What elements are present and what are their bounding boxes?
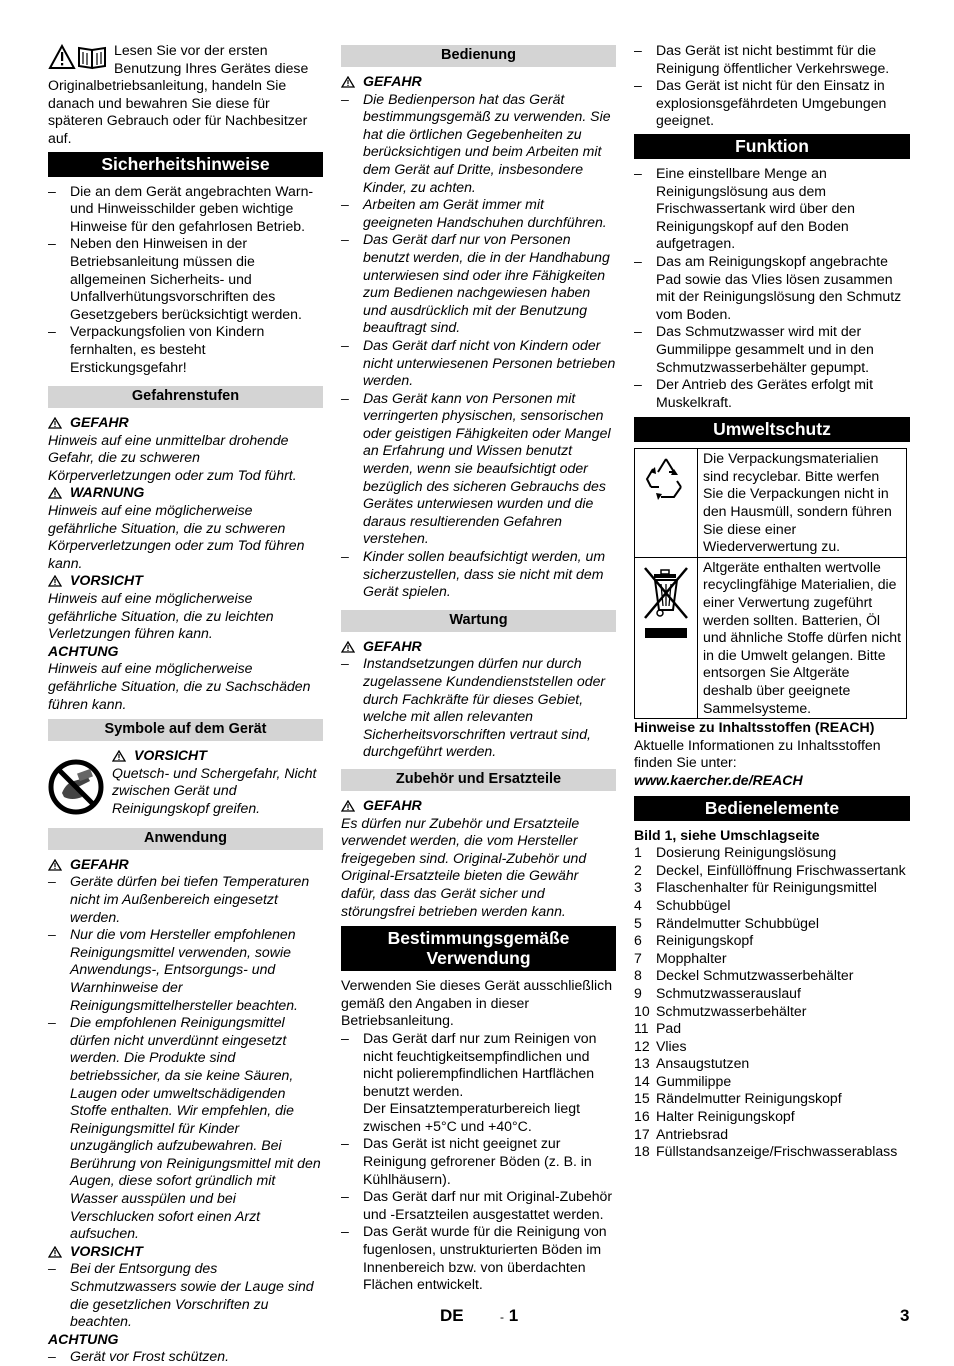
gefahr-signal: [341, 797, 616, 815]
list-item: 6 Reinigungskopf: [634, 932, 754, 949]
list-item: 5 Rändelmutter Schubbügel: [634, 914, 819, 931]
list-item: 18 Füllstandsanzeige/Frischwasserablass: [634, 1143, 898, 1160]
list-item: – Die an dem Gerät angebrachten Warn- und Hinweisschilder geben wichtige Hinweise für den gefahrlosen Betrieb.: [48, 183, 323, 236]
warning-triangle-icon: [48, 1246, 62, 1258]
heading-bedienung: Bedienung: [341, 45, 616, 67]
list-item: – Nur die vom Hersteller empfohlenen Reinigungsmittel verwenden, sowie Anwendungs-, Entsorgungs- und Warnhinweise der Reinigungsmittelhersteller beachten.: [48, 926, 323, 1014]
list-item: – Das Gerät wurde für die Reinigung von fugenlosen, unstrukturierten Böden im Innenbereich bzw. von überdachten Flächen entwickelt.: [341, 1223, 616, 1293]
list-item: [341, 1030, 616, 1136]
warnung-signal: [48, 484, 323, 502]
table-row: [635, 557, 907, 718]
no-hand-crush-icon: [48, 759, 104, 815]
reach-link[interactable]: www.kaercher.de/REACH: [634, 771, 803, 788]
list-item: – Die Bedienperson hat das Gerät bestimmungsgemäß zu verwenden. Sie hat die örtlichen Gegebenheiten zu berücksichtigen und beim Arbeiten mit dem Gerät auf Dritte, insbesondere Kinder, zu achten.: [341, 91, 616, 197]
symbol-text: Quetsch- und Schergefahr, Nicht zwischen Gerät und Reinigungskopf greifen.: [112, 764, 317, 816]
footer-local-number: 1: [508, 1306, 519, 1325]
signal-label: VORSICHT: [134, 747, 207, 764]
heading-anwendung: Anwendung: [48, 828, 323, 850]
warning-triangle-icon: [341, 641, 355, 653]
signal-label: GEFAHR: [70, 414, 129, 431]
list-item: – Gerät vor Frost schützen.: [48, 1348, 323, 1366]
zubehoer-text: Es dürfen nur Zubehör und Ersatzteile verwendet werden, die vom Hersteller freigegeben sind. Original-Zubehör und Original-Ersatzteile bieten die Gewähr dafür, dass das Gerät sicher und störungsfrei betrieben werden kann.: [341, 814, 587, 919]
warning-triangle-icon: [48, 859, 62, 871]
list-item: – Arbeiten am Gerät immer mit geeigneten Handschuhen durchführen.: [341, 196, 616, 231]
signal-label: VORSICHT: [70, 1242, 143, 1259]
list-item: 12 Vlies: [634, 1037, 687, 1054]
warning-manual-icon: [48, 44, 110, 70]
heading-bedienelemente: Bedienelemente: [634, 796, 910, 821]
list-item: 9 Schmutzwasserauslauf: [634, 984, 801, 1001]
list-item: 2 Deckel, Einfüllöffnung Frischwassertank: [634, 861, 906, 878]
list-item: – Eine einstellbare Menge an Reinigungslösung aus dem Frischwassertank wird über den Reinigungskopf auf den Boden aufgetragen.: [634, 165, 910, 253]
heading-bestimmungsgemaesse-verwendung: [341, 926, 616, 971]
weee-text: Altgeräte enthalten wertvolle recyclingfähige Materialien, die einer Verwertung zugeführt werden sollten. Batterien, Öl und ähnliche Stoffe dürfen nicht in die Umwelt gelangen. Bitte entsorgen Sie Altgeräte deshalb über geeignete Sammelsysteme.: [698, 557, 907, 718]
vorsicht-text: Hinweis auf eine möglicherweise gefährliche Situation, die zu leichten Verletzungen führen kann.: [48, 590, 274, 642]
list-item: 17 Antriebsrad: [634, 1125, 729, 1142]
list-item: 3 Flaschenhalter für Reinigungsmittel: [634, 879, 877, 896]
page-number: 3: [900, 1306, 910, 1325]
signal-label: GEFAHR: [70, 855, 129, 872]
warning-triangle-icon: [48, 575, 62, 587]
reach-heading: Hinweise zu Inhaltsstoffen (REACH): [634, 719, 875, 736]
column-1: [48, 42, 323, 1366]
warning-triangle-icon: [48, 487, 62, 499]
warning-triangle-icon: [48, 417, 62, 429]
list-item: – Das Schmutzwasser wird mit der Gummilippe gesammelt und in den Schmutzwasserbehälter gepumpt.: [634, 323, 910, 376]
list-item: – Das Gerät ist nicht bestimmt für die Reinigung öffentlicher Verkehrswege.: [634, 42, 910, 77]
environment-table: [634, 448, 907, 719]
gefahr-signal: [48, 414, 323, 432]
gefahr-signal: [341, 73, 616, 91]
vorsicht-signal: [48, 1243, 323, 1261]
heading-funktion: Funktion: [634, 134, 910, 159]
recycling-text: Die Verpackungsmaterialien sind recyclebar. Bitte werfen Sie die Verpackungen nicht in den Hausmüll, sondern führen Sie diese einer Wiederverwertung zu.: [698, 449, 907, 558]
warning-triangle-icon: [341, 76, 355, 88]
symbol-block: [48, 747, 323, 820]
list-item-text: – Das Gerät darf nur zum Reinigen von nicht feuchtigkeitsempfindlichen und nicht polierempfindlichen Hartflächen benutzt werden.: [363, 1029, 597, 1099]
achtung-label: ACHTUNG: [48, 642, 119, 659]
list-item: 13 Ansaugstutzen: [634, 1055, 750, 1072]
bedienelemente-subheading: Bild 1, siehe Umschlagseite: [634, 826, 820, 843]
list-item: 14 Gummilippe: [634, 1072, 732, 1089]
signal-label: GEFAHR: [363, 637, 422, 654]
list-item: – Das Gerät kann von Personen mit verringerten physischen, sensorischen oder geistigen Fähigkeiten oder Mangel an Erfahrung und Wissen benutzt werden, wenn sie beaufsichtigt oder bezüglich des sicheren Gebrauchs des Gerätes unterwiesen wurden und die daraus resultierenden Gefahren verstehen.: [341, 390, 616, 548]
signal-label: GEFAHR: [363, 796, 422, 813]
table-row: [635, 449, 907, 558]
list-item: 10 Schmutzwasserbehälter: [634, 1002, 807, 1019]
footer-local-page: [500, 1307, 518, 1327]
reach-text: Aktuelle Informationen zu Inhaltsstoffen finden Sie unter:: [634, 736, 881, 771]
heading-line: Verwendung: [426, 948, 531, 969]
list-item: – Geräte dürfen bei tiefen Temperaturen nicht im Außenbereich eingesetzt werden.: [48, 873, 323, 926]
signal-label: VORSICHT: [70, 572, 143, 589]
column-2: [341, 42, 616, 1294]
signal-label: WARNUNG: [70, 484, 145, 501]
vorsicht-signal: [48, 572, 323, 590]
bestimmung-intro: Verwenden Sie dieses Gerät ausschließlich gemäß den Angaben in dieser Betriebsanleitung.: [341, 977, 613, 1029]
gefahr-text: Hinweis auf eine unmittelbar drohende Gefahr, die zu schweren Körperverletzungen oder zum Tod führt.: [48, 431, 297, 483]
heading-sicherheitshinweise: Sicherheitshinweise: [48, 152, 323, 177]
list-item: 16 Halter Reinigungskopf: [634, 1108, 795, 1125]
gefahr-signal: [341, 638, 616, 656]
list-item: – Das Gerät ist nicht geeignet zur Reinigung gefrorener Böden (z. B. in Kühlhäusern).: [341, 1135, 616, 1188]
list-item: – Das Gerät darf nur mit Original-Zubehör und -Ersatzteilen ausgestattet werden.: [341, 1188, 616, 1223]
intro-block: [48, 42, 323, 148]
crossed-bin-icon: [639, 562, 693, 646]
signal-label: GEFAHR: [363, 73, 422, 89]
recycling-icon: [641, 453, 691, 503]
vorsicht-signal: [112, 747, 323, 765]
list-item: – Bei der Entsorgung des Schmutzwassers sowie der Lauge sind die gesetzlichen Vorschriften zu beachten.: [48, 1260, 323, 1330]
heading-wartung: Wartung: [341, 610, 616, 632]
list-item: – Instandsetzungen dürfen nur durch zugelassene Kundendienststellen oder durch Fachkräfte für dieses Gebiet, welche mit allen relevanten Sicherheitsvorschriften vertraut sind, durchgeführt werden.: [341, 655, 616, 761]
list-item: 7 Mopphalter: [634, 949, 727, 966]
list-item: 11 Pad: [634, 1020, 682, 1037]
achtung-label: ACHTUNG: [48, 1330, 119, 1347]
gefahr-signal: [48, 856, 323, 874]
intro-text: Lesen Sie vor der ersten Benutzung Ihres Gerätes diese Originalbetriebsanleitung, handeln Sie danach und bewahren Sie diese für späteren Gebrauch oder für Nachbesitzer auf.: [48, 42, 309, 146]
warning-triangle-icon: [341, 800, 355, 812]
list-item: – Neben den Hinweisen in der Betriebsanleitung müssen die allgemeinen Sicherheits- und Unfallverhütungsvorschriften des Gesetzgebers berücksichtigt werden.: [48, 235, 323, 323]
list-item: – Das Gerät darf nur von Personen benutzt werden, die in der Handhabung unterwiesen sind oder ihre Fähigkeiten zum Bedienen nachgewiesen haben und ausdrücklich mit der Benutzung beauftragt sind.: [341, 231, 616, 337]
list-item: – Das Gerät darf nicht von Kindern oder nicht unterwiesenen Personen betrieben werden.: [341, 337, 616, 390]
heading-symbole: Symbole auf dem Gerät: [48, 719, 323, 741]
list-item: 15 Rändelmutter Reinigungskopf: [634, 1090, 842, 1107]
heading-gefahrenstufen: Gefahrenstufen: [48, 386, 323, 408]
footer-dash: -: [500, 1310, 504, 1324]
component-list: [634, 844, 910, 1161]
safety-list: [48, 183, 323, 377]
list-item: – Das Gerät ist nicht für den Einsatz in explosionsgefährdeten Umgebungen geeignet.: [634, 77, 910, 130]
achtung-text: Hinweis auf eine möglicherweise gefährliche Situation, die zu Sachschäden führen kann.: [48, 660, 311, 712]
warnung-text: Hinweis auf eine möglicherweise gefährliche Situation, die zu schweren Körperverletzungen oder zum Tod führen kann.: [48, 502, 305, 571]
list-item: – Verpackungsfolien von Kindern fernhalten, es besteht Erstickungsgefahr!: [48, 323, 323, 376]
heading-umweltschutz: Umweltschutz: [634, 417, 910, 442]
list-item: – Die empfohlenen Reinigungsmittel dürfen nicht unverdünnt eingesetzt werden. Die Produkte sind betriebssicher, da sie keine Säuren, Laugen oder umweltschädigenden Stoffe enthalten. Wir empfehlen, die Reinigungsmittel für Kinder unzugänglich aufzubewahren. Bei Berührung von Reinigungsmittel mit den Augen, diese sofort gründlich mit Wasser ausspülen und bei Verschlucken sofort einen Arzt aufsuchen.: [48, 1014, 323, 1243]
list-item: – Kinder sollen beaufsichtigt werden, um sicherzustellen, dass sie nicht mit dem Gerät spielen.: [341, 548, 616, 601]
list-item: 4 Schubbügel: [634, 896, 731, 913]
list-item-text: Der Einsatztemperaturbereich liegt zwischen +5°C und +40°C.: [363, 1100, 580, 1134]
heading-zubehoer: Zubehör und Ersatzteile: [341, 769, 616, 791]
footer-language: DE: [440, 1306, 464, 1325]
warning-triangle-icon: [112, 750, 126, 762]
column-3: [634, 42, 910, 1161]
list-item: – Der Antrieb des Gerätes erfolgt mit Muskelkraft.: [634, 376, 910, 411]
list-item: – Das am Reinigungskopf angebrachte Pad sowie das Vlies lösen zusammen mit der Reinigungslösung den Schmutz vom Boden.: [634, 253, 910, 323]
heading-line: Bestimmungsgemäße: [387, 928, 570, 949]
list-item: 1 Dosierung Reinigungslösung: [634, 844, 837, 861]
list-item: 8 Deckel Schmutzwasserbehälter: [634, 967, 854, 984]
